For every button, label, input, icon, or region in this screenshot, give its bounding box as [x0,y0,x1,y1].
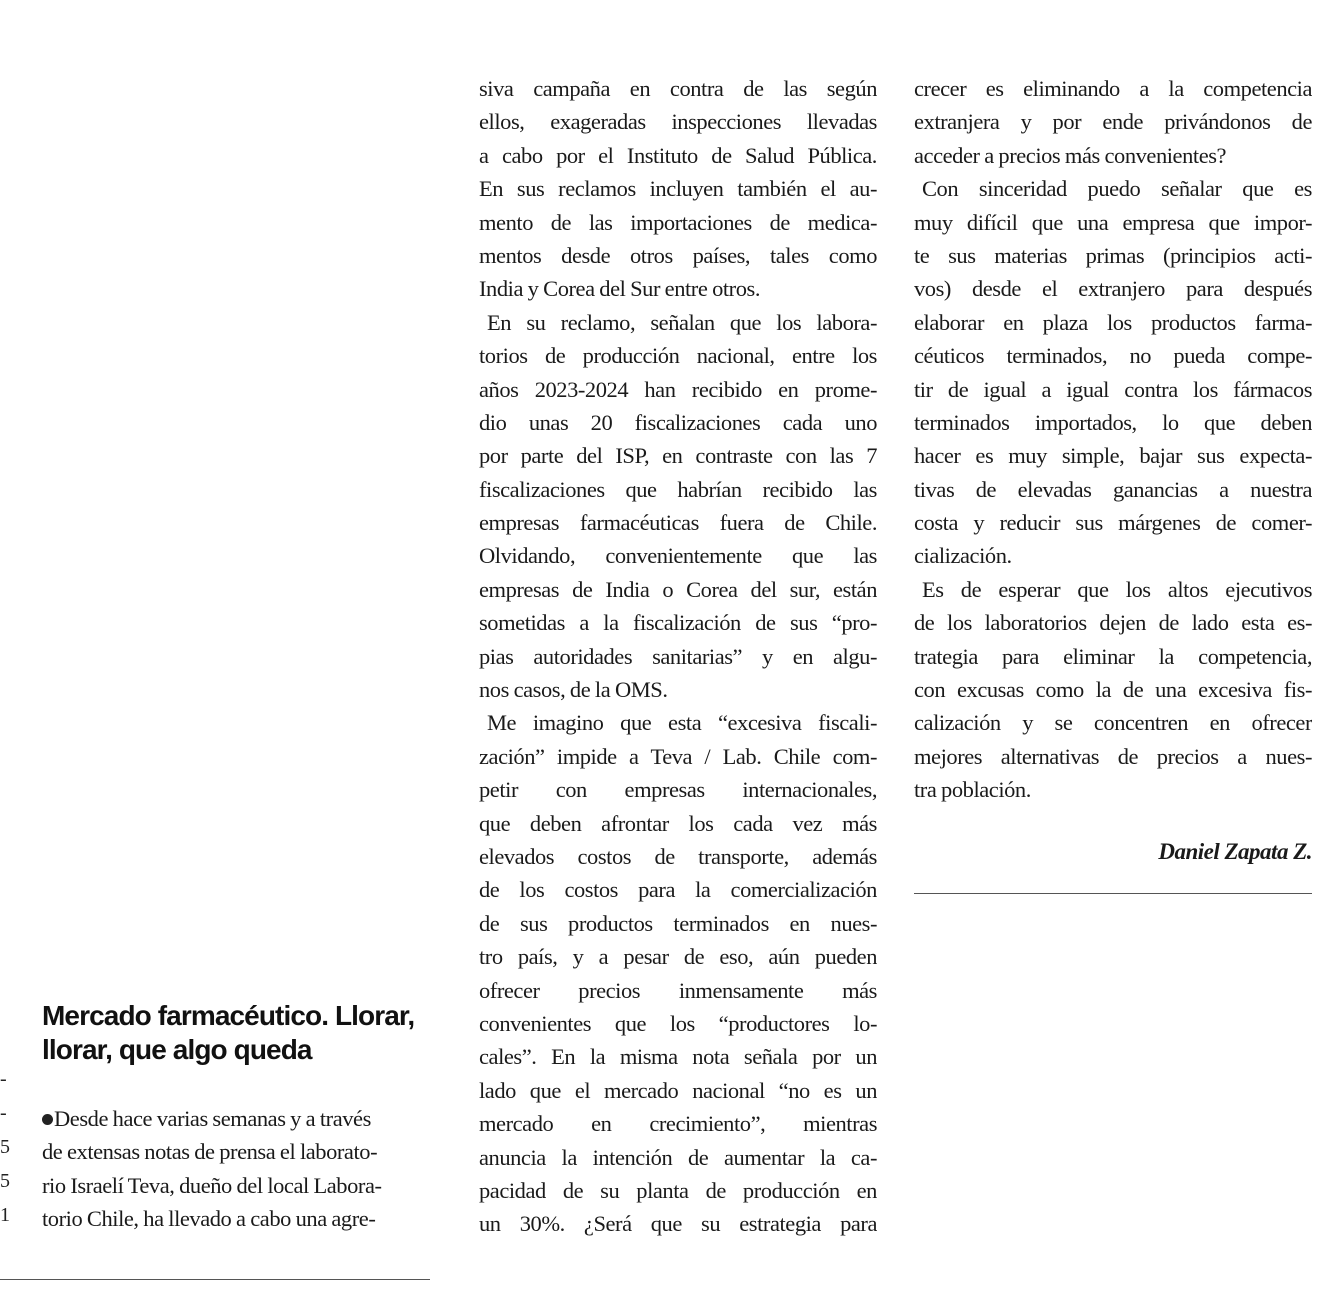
margin-fragment: 1 [0,1204,10,1226]
headline-line: llorar, que algo queda [42,1034,312,1065]
margin-fragment: - [0,1102,7,1124]
text-line: mento de las importaciones de medica- [479,209,877,235]
text-line: años 2023-2024 han recibido en prome- [479,376,877,402]
text-line: mejores alternativas de precios a nues- [914,743,1312,769]
text-line: Me imagino que esta “excesiva fiscali- [487,710,877,736]
text-line: de los laboratorios dejen de lado esta es- [914,610,1312,636]
text-line: ofrecer precios inmensamente más [479,977,877,1003]
author-signature: Daniel Zapata Z. [1158,839,1312,864]
text-line: Es de esperar que los altos ejecutivos [922,576,1312,602]
text-line: trategia para eliminar la competencia, [914,643,1312,669]
text-line: rio Israelí Teva, dueño del local Labora- [42,1172,382,1198]
text-line: de extensas notas de prensa el laborato- [42,1139,378,1165]
text-line: con excusas como la de una excesiva fis- [914,677,1312,703]
text-line: que deben afrontar los cada vez más [479,810,877,836]
text-line: pacidad de su planta de producción en [479,1177,877,1203]
text-line: acceder a precios más convenientes? [914,142,1227,168]
text-line-content: Desde hace varias semanas y a través [54,1106,371,1131]
text-line: En su reclamo, señalan que los labora- [487,309,877,335]
text-line: hacer es muy simple, bajar sus expecta- [914,443,1312,469]
text-line: En sus reclamos incluyen también el au- [479,176,877,202]
text-line: tir de igual a igual contra los fármacos [914,376,1312,402]
text-line: elaborar en plaza los productos farma- [914,309,1312,335]
text-line: tro país, y a pesar de eso, aún pueden [479,944,877,970]
text-line: India y Corea del Sur entre otros. [479,276,760,302]
text-line: nos casos, de la OMS. [479,677,668,703]
text-line: calización y se concentren en ofrecer [914,710,1312,736]
text-line: céuticos terminados, no pueda compe- [914,343,1312,369]
text-line: sometidas a la fiscalización de sus “pro- [479,610,877,636]
text-line: siva campaña en contra de las según [479,76,877,101]
left-divider [0,1279,430,1280]
margin-fragment: 5 [0,1170,10,1192]
text-line [42,1102,430,1135]
text-line: a cabo por el Instituto de Salud Pública. [479,142,877,168]
text-line: torio Chile, ha llevado a cabo una agre- [42,1206,376,1232]
headline-line: Mercado farmacéutico. Llorar, [42,1000,415,1031]
bullet-icon [42,1114,53,1125]
text-line: elevados costos de transporte, además [479,843,877,869]
text-line: convenientes que los “productores lo- [479,1010,877,1036]
middle-column [479,72,877,1241]
text-line: mentos desde otros países, tales como [479,242,877,268]
text-line: fiscalizaciones que habrían recibido las [479,476,877,502]
text-line: crecer es eliminando a la competencia [914,76,1312,101]
text-line: extranjera y por ende privándonos de [914,109,1312,135]
text-line: ellos, exageradas inspecciones llevadas [479,109,877,135]
text-line: un 30%. ¿Será que su estrategia para [479,1211,877,1237]
text-line: lado que el mercado nacional “no es un [479,1077,877,1103]
text-line: tra población. [914,777,1031,803]
text-line: por parte del ISP, en contraste con las 7 [479,443,877,469]
right-divider [914,893,1312,894]
text-line: muy difícil que una empresa que impor- [914,209,1312,235]
text-line: pias autoridades sanitarias” y en algu- [479,643,877,669]
text-line: vos) desde el extranjero para después [914,276,1312,302]
letter-headline [42,999,430,1067]
text-line: cales”. En la misma nota señala por un [479,1044,877,1070]
text-line: anuncia la intención de aumentar la ca- [479,1144,877,1170]
text-line: costa y reducir sus márgenes de comer- [914,510,1312,536]
text-line: mercado en crecimiento”, mientras [479,1111,877,1137]
text-line: empresas de India o Corea del sur, están [479,576,877,602]
margin-fragment: 5 [0,1136,10,1158]
text-line: Con sinceridad puedo señalar que es [922,176,1312,202]
text-line: zación” impide a Teva / Lab. Chile com- [479,743,877,769]
text-line: tivas de elevadas ganancias a nuestra [914,476,1312,502]
text-line: empresas farmacéuticas fuera de Chile. [479,510,877,536]
margin-fragment: - [0,1068,7,1090]
text-line: dio unas 20 fiscalizaciones cada uno [479,409,877,435]
text-line: petir con empresas internacionales, [479,777,877,803]
text-line: terminados importados, lo que deben [914,409,1312,435]
left-column [42,1102,430,1236]
right-column [914,72,1312,807]
text-line: cialización. [914,543,1012,569]
text-line: de los costos para la comercialización [479,877,877,903]
text-line: Olvidando, convenientemente que las [479,543,877,569]
text-line: torios de producción nacional, entre los [479,343,877,369]
text-line: de sus productos terminados en nues- [479,910,877,936]
text-line: te sus materias primas (principios acti- [914,242,1312,268]
